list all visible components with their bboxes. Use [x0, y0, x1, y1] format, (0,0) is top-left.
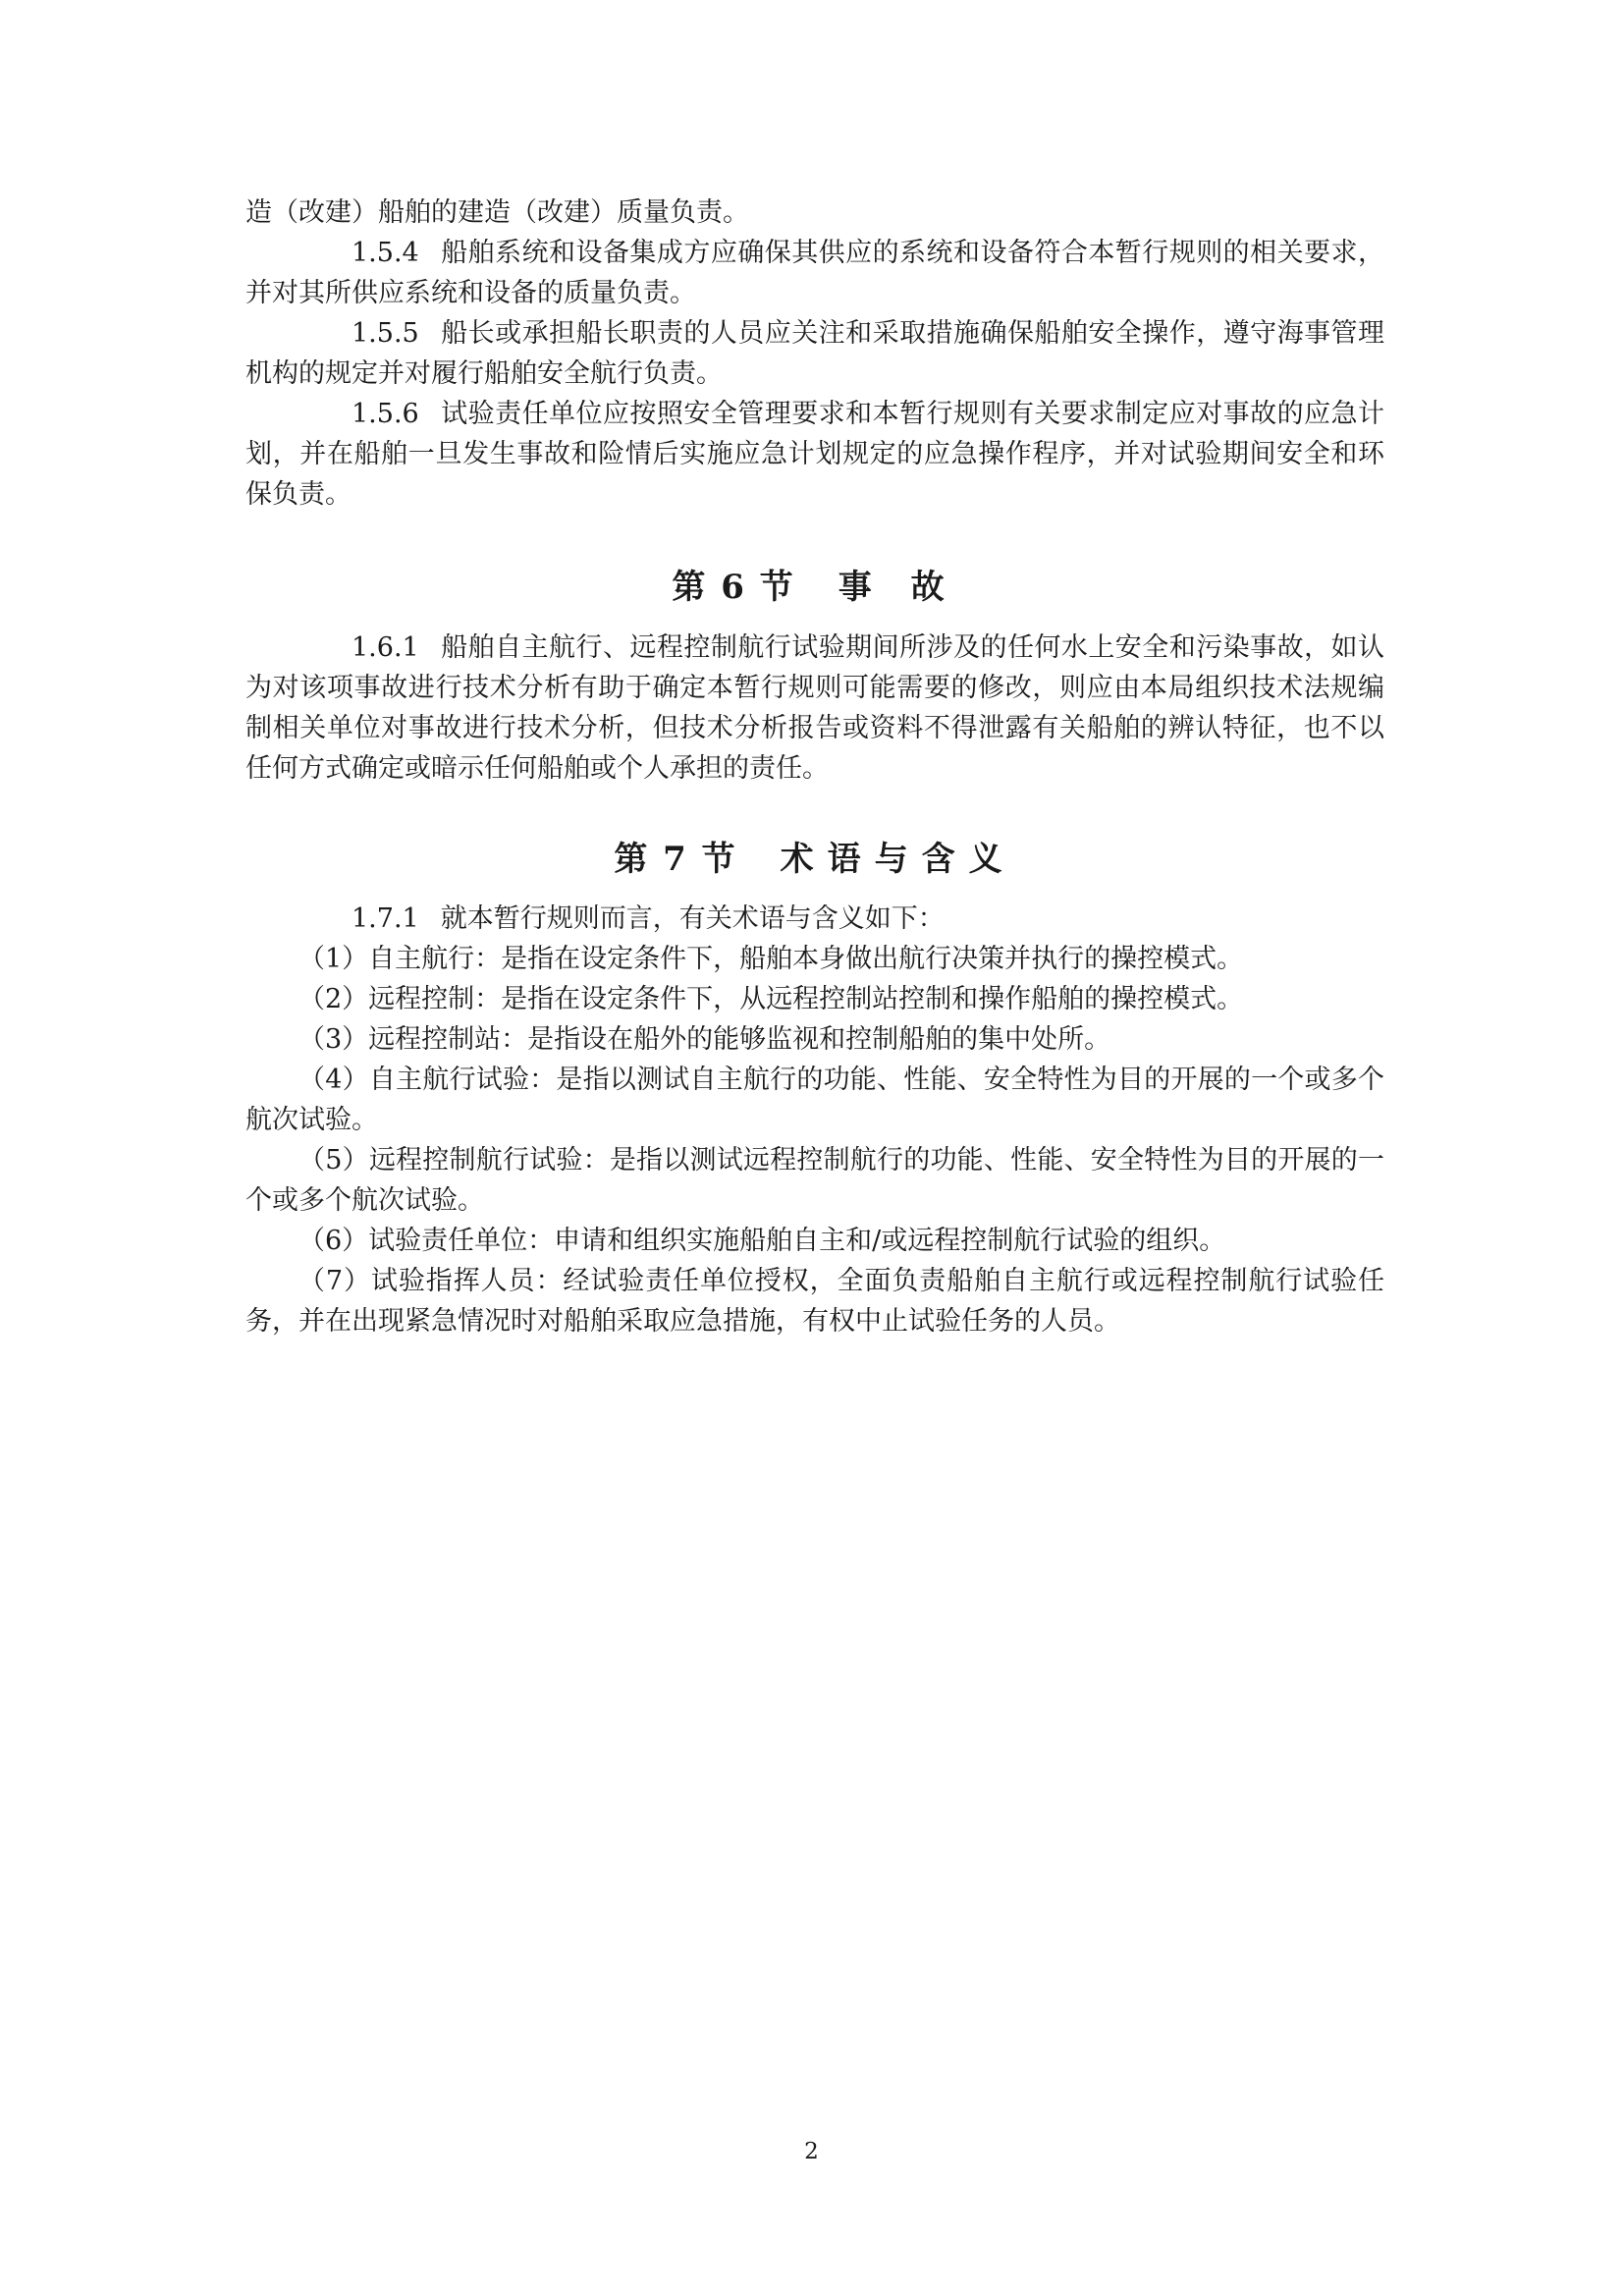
clause-1-6-1	[245, 628, 1384, 789]
paragraph-continuation	[245, 192, 1384, 233]
definition-item: （5）远程控制航行试验：是指以测试远程控制航行的功能、性能、安全特性为目的开展的一个或多个航次试验。	[245, 1145, 1384, 1216]
clause-number: 1.5.5	[352, 318, 419, 349]
clause-1-5-6	[245, 394, 1384, 515]
clause-number: 1.7.1	[352, 903, 419, 934]
definition-item: （4）自主航行试验：是指以测试自主航行的功能、性能、安全特性为目的开展的一个或多个航次试验。	[245, 1065, 1384, 1135]
definition-item: （2）远程控制：是指在设定条件下，从远程控制站控制和操作船舶的操控模式。	[298, 984, 1244, 1014]
definition-item: （7）试验指挥人员：经试验责任单位授权，全面负责船舶自主航行或远程控制航行试验任务，并在出现紧急情况时对船舶采取应急措施，有权中止试验任务的人员。	[245, 1266, 1384, 1337]
section-7-heading	[245, 838, 1384, 881]
definition-item: （6）试验责任单位：申请和组织实施船舶自主和/或远程控制航行试验的组织。	[298, 1226, 1226, 1256]
paragraph-text: 造（改建）船舶的建造（改建）质量负责。	[245, 197, 749, 228]
page-number: 2	[804, 2139, 819, 2164]
clause-text: 船舶系统和设备集成方应确保其供应的系统和设备符合本暂行规则的相关要求，并对其所供应系统和设备的质量负责。	[245, 238, 1384, 308]
clause-text: 试验责任单位应按照安全管理要求和本暂行规则有关要求制定应对事故的应急计划，并在船舶一旦发生事故和险情后实施应急计划规定的应急操作程序，并对试验期间安全和环保负责。	[245, 399, 1384, 510]
clause-1-5-4	[245, 233, 1384, 313]
section-6-heading	[245, 566, 1384, 609]
clause-1-5-5	[245, 313, 1384, 394]
clause-number: 1.5.6	[352, 399, 419, 429]
section-title: 事 故	[838, 568, 958, 607]
section-number: 第 7 节	[614, 840, 737, 879]
clause-number: 1.6.1	[352, 632, 419, 663]
clause-text: 就本暂行规则而言，有关术语与含义如下：	[440, 903, 945, 934]
clause-1-7-1	[245, 899, 1384, 939]
section-title: 术语与含义	[780, 840, 1016, 879]
clause-text: 船长或承担船长职责的人员应关注和采取措施确保船舶安全操作，遵守海事管理机构的规定并对履行船舶安全航行负责。	[245, 318, 1384, 389]
definition-item: （1）自主航行：是指在设定条件下，船舶本身做出航行决策并执行的操控模式。	[298, 944, 1244, 974]
clause-number: 1.5.4	[352, 238, 419, 268]
page-body	[245, 192, 1384, 1341]
section-number: 第 6 节	[672, 568, 795, 607]
definition-item: （3）远程控制站：是指设在船外的能够监视和控制船舶的集中处所。	[298, 1024, 1111, 1055]
clause-text: 船舶自主航行、远程控制航行试验期间所涉及的任何水上安全和污染事故，如认为对该项事故进行技术分析有助于确定本暂行规则可能需要的修改，则应由本局组织技术法规编制相关单位对事故进行技术分析，但技术分析报告或资料不得泄露有关船舶的辨认特征，也不以任何方式确定或暗示任何船舶或个人承担的责任。	[245, 632, 1384, 784]
